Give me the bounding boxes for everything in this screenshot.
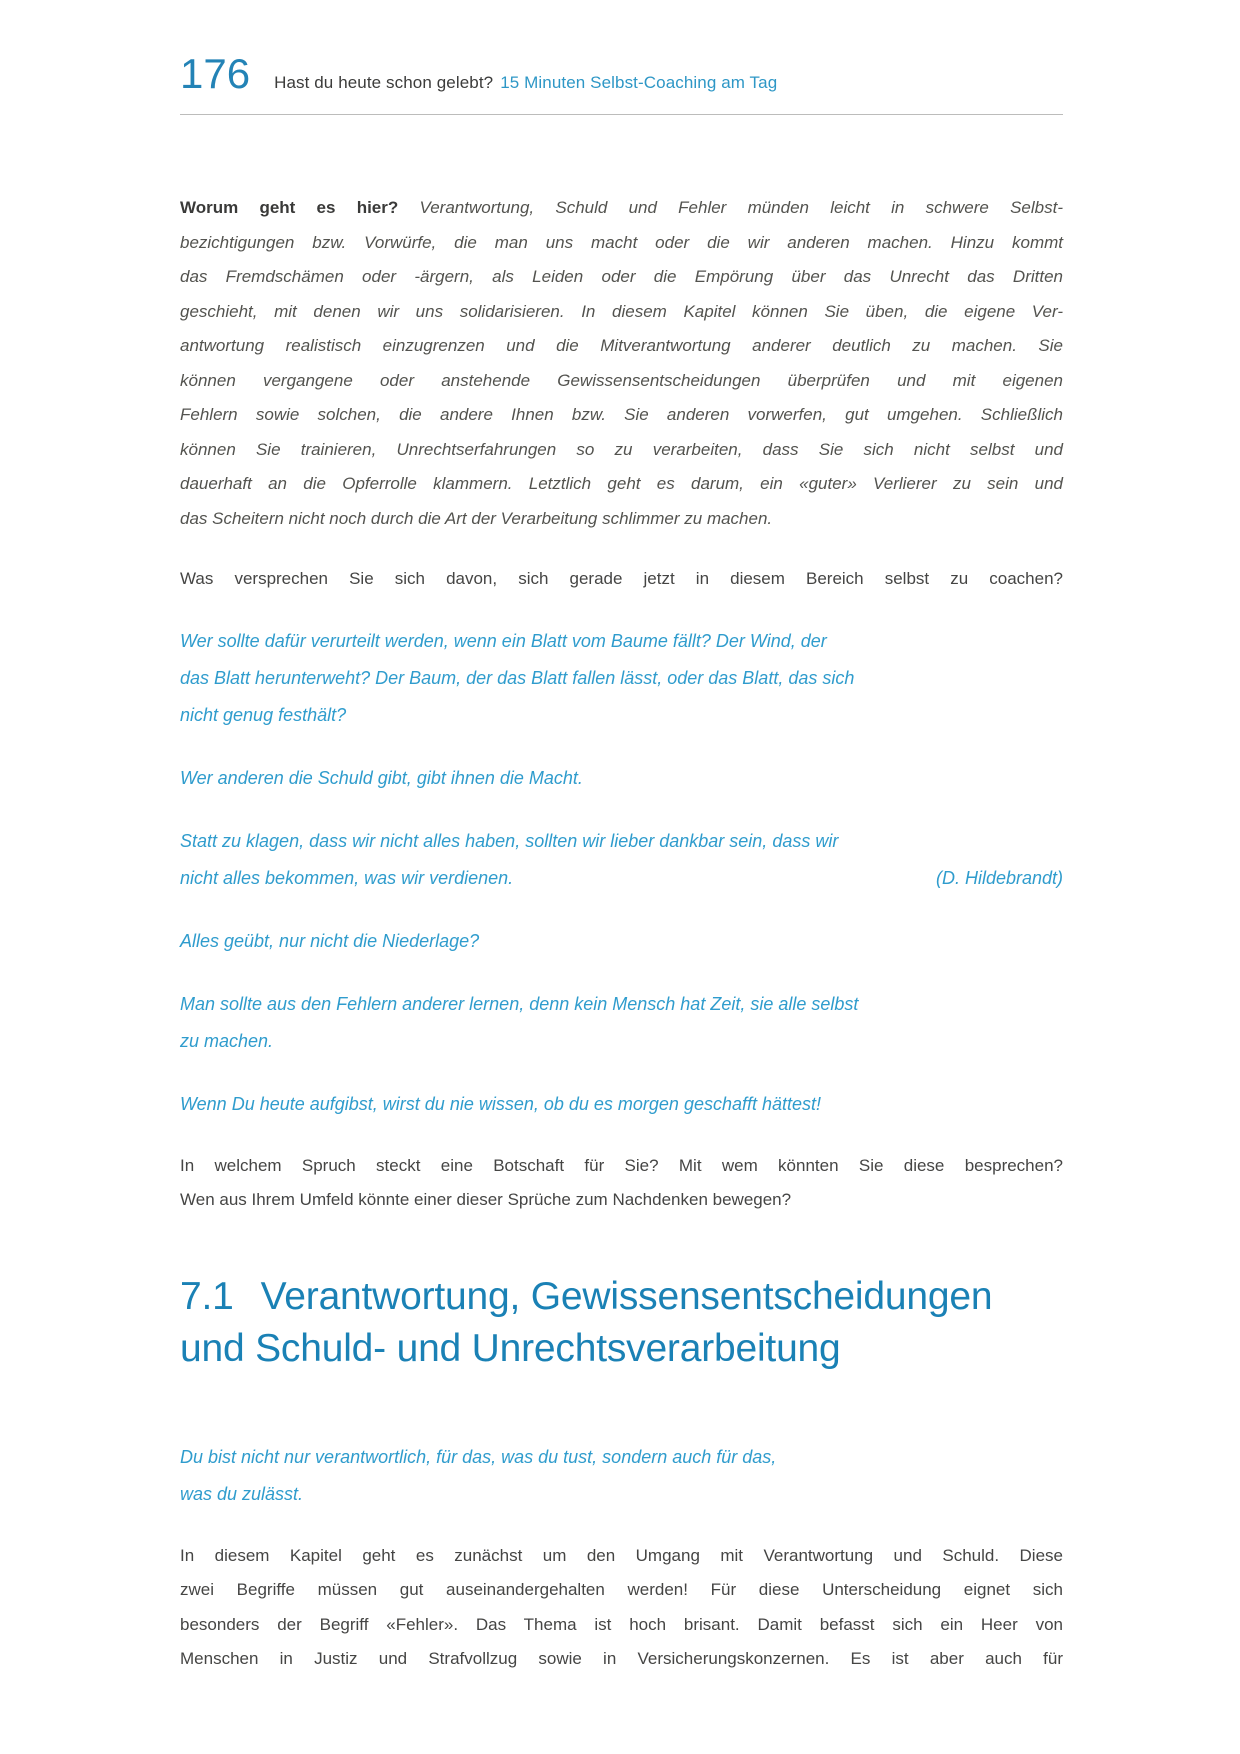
intro-line: dauerhaft an die Opferrolle klammern. Letztlich geht es darum, ein «guter» Verlierer zu sein und [180, 474, 1063, 493]
quote-hildebrandt [180, 823, 1063, 897]
quote-defeat [180, 923, 1063, 960]
intro-line: das Scheitern nicht noch durch die Art der Verarbeitung schlimmer zu machen. [180, 508, 773, 528]
closing-line: zwei Begriffe müssen gut auseinandergehalten werden! Für diese Unterscheidung eignet sich [180, 1580, 1063, 1599]
quote-line: das Blatt herunterweht? Der Baum, der das Blatt fallen lässt, oder das Blatt, das sich [180, 667, 855, 688]
quote-line-with-attribution [180, 860, 1063, 897]
quote-attribution: (D. Hildebrandt) [935, 867, 1063, 888]
quote-leaf [180, 623, 1063, 734]
page-number: 176 [180, 50, 251, 97]
quote-line: nicht genug festhält? [180, 704, 347, 725]
quote-give-up [180, 1086, 1063, 1123]
page-header [180, 50, 1063, 98]
quote-line: zu machen. [180, 1030, 274, 1051]
intro-line: können Sie trainieren, Unrechtserfahrungen so zu verarbeiten, dass Sie sich nicht selbst und [180, 439, 1063, 459]
question-line: Was versprechen Sie sich davon, sich gerade jetzt in diesem Bereich selbst zu coachen? [180, 569, 1063, 588]
intro-line: das Fremdschämen oder -ärgern, als Leiden oder die Empörung über das Unrecht das Dritten [180, 267, 1063, 286]
intro-paragraph [180, 191, 1063, 536]
closing-paragraph [180, 1539, 1063, 1677]
quote-line: nicht alles bekommen, was wir verdienen. [180, 867, 514, 888]
intro-line: antwortung realistisch einzugrenzen und die Mitverantwortung anderer deutlich zu machen. Sie [180, 336, 1063, 355]
quote-line: Wenn Du heute aufgibst, wirst du nie wissen, ob du es morgen geschafft hättest! [180, 1093, 822, 1114]
epigraph-quote [180, 1439, 1063, 1513]
closing-line: In diesem Kapitel geht es zunächst um den Umgang mit Verantwortung und Schuld. Diese [180, 1545, 1063, 1565]
reflection-line: In welchem Spruch steckt eine Botschaft für Sie? Mit wem könnten Sie diese besprechen? [180, 1155, 1063, 1175]
reflection-paragraph [180, 1149, 1063, 1218]
question-paragraph [180, 562, 1063, 597]
intro-line: bezichtigungen bzw. Vorwürfe, die man uns macht oder die wir anderen machen. Hinzu kommt [180, 232, 1063, 252]
closing-line: besonders der Begriff «Fehler». Das Thema ist hoch brisant. Damit befasst sich ein Heer von [180, 1614, 1063, 1634]
intro-first-line [180, 191, 1063, 226]
intro-line: Fehlern sowie solchen, die andere Ihnen bzw. Sie anderen vorwerfen, gut umgehen. Schließlich [180, 405, 1063, 424]
closing-line: Menschen in Justiz und Strafvollzug sowie in Versicherungskonzernen. Es ist aber auch für [180, 1649, 1063, 1668]
quote-line: Alles geübt, nur nicht die Niederlage? [180, 930, 480, 951]
epigraph-line: was du zulässt. [180, 1483, 304, 1504]
intro-lead: Worum geht es hier? [180, 198, 399, 217]
book-title: Hast du heute schon gelebt? [274, 73, 494, 92]
intro-line: geschieht, mit denen wir uns solidarisieren. In diesem Kapitel können Sie üben, die eigene Ver- [180, 301, 1063, 321]
section-heading-line [180, 1271, 1063, 1323]
section-title-line: und Schuld- und Unrechtsverarbeitung [180, 1326, 841, 1370]
header-rule [180, 114, 1063, 115]
quote-line: Wer anderen die Schuld gibt, gibt ihnen die Macht. [180, 767, 583, 788]
quote-line: Man sollte aus den Fehlern anderer lernen, denn kein Mensch hat Zeit, sie alle selbst [180, 993, 859, 1014]
quote-blame [180, 760, 1063, 797]
book-subtitle: 15 Minuten Selbst-Coaching am Tag [500, 73, 778, 92]
intro-line: können vergangene oder anstehende Gewissensentscheidungen überprüfen und mit eigenen [180, 370, 1063, 390]
quote-line: Statt zu klagen, dass wir nicht alles haben, sollten wir lieber dankbar sein, dass wir [180, 830, 839, 851]
epigraph-line: Du bist nicht nur verantwortlich, für das, was du tust, sondern auch für das, [180, 1446, 777, 1467]
section-number: 7.1 [180, 1274, 234, 1318]
quote-mistakes [180, 986, 1063, 1060]
reflection-line: Wen aus Ihrem Umfeld könnte einer dieser Sprüche zum Nachdenken bewegen? [180, 1190, 792, 1209]
section-title-line: Verantwortung, Gewissensentscheidungen [260, 1274, 993, 1318]
quote-line: Wer sollte dafür verurteilt werden, wenn ein Blatt vom Baume fällt? Der Wind, der [180, 630, 827, 651]
section-heading [180, 1271, 1063, 1375]
intro-first-line-rest: Verantwortung, Schuld und Fehler münden leicht in schwere Selbst- [419, 198, 1064, 217]
